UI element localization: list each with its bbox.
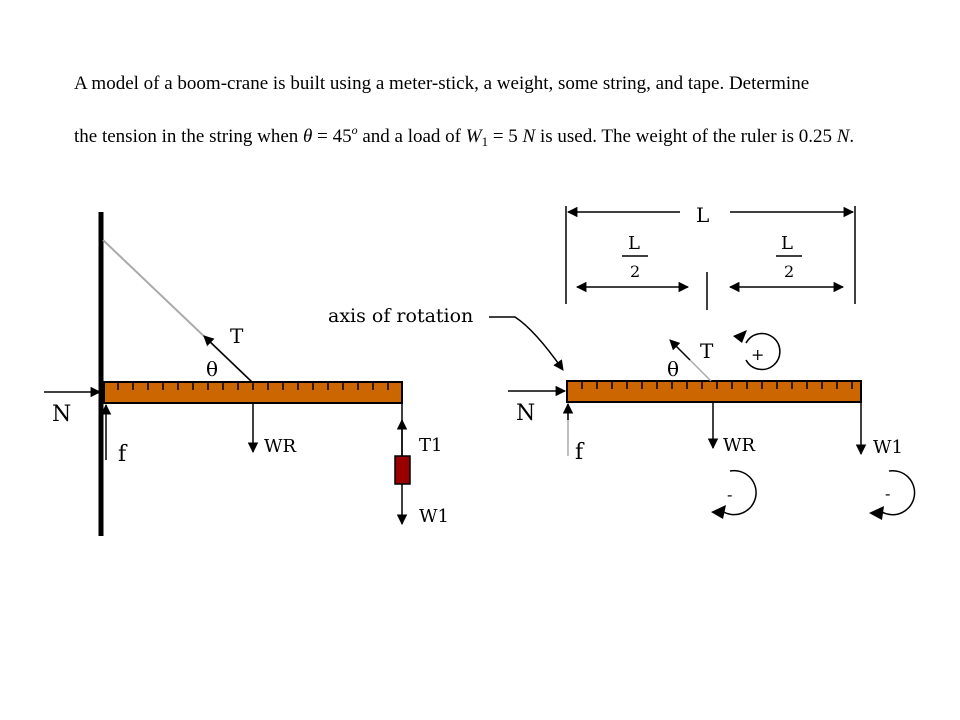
label-theta-right: θ (667, 357, 680, 381)
newton-symbol-2: N (836, 126, 850, 147)
label-T1: T1 (419, 435, 443, 456)
label-WR-right: WR (723, 435, 756, 456)
moment-W1-arrowhead (869, 506, 884, 520)
sign-WR: - (727, 485, 733, 504)
left-figure (44, 212, 449, 536)
half-right-denominator: 2 (784, 262, 795, 281)
label-WR-left: WR (264, 436, 297, 457)
equals-45: = 45 (312, 126, 352, 147)
moment-WR-arrowhead (711, 505, 726, 519)
label-f-left: f (118, 442, 127, 467)
half-left-denominator: 2 (630, 262, 641, 281)
label-f-right: f (575, 440, 584, 465)
right-figure (328, 203, 915, 520)
w-subscript: 1 (481, 134, 489, 149)
label-T-left: T (230, 324, 244, 348)
sign-W1: - (885, 484, 891, 503)
label-N-right: N (516, 401, 536, 426)
label-L: L (696, 203, 710, 227)
half-left-numerator: L (628, 233, 640, 254)
line2-post: is used. The weight of the ruler is 0.25 (535, 126, 837, 147)
hanging-weight (395, 456, 410, 484)
ruler (104, 382, 402, 403)
degree-superscript: o (351, 123, 358, 137)
theta-symbol: θ (303, 126, 313, 147)
moment-T-arrowhead (733, 330, 747, 343)
label-axis-of-rotation: axis of rotation (328, 305, 474, 327)
equals-5: = 5 (488, 126, 523, 147)
label-W1-left: W1 (419, 506, 449, 527)
line2-mid: and a load of (357, 126, 466, 147)
label-T-right: T (700, 339, 714, 363)
string-stub-right (690, 360, 711, 381)
label-theta-left: θ (206, 357, 219, 381)
problem-line-1: A model of a boom-crane is built using a meter-stick, a weight, some string, and tape. Determine (74, 73, 810, 94)
label-N-left: N (52, 402, 72, 427)
half-right-numerator: L (781, 233, 793, 254)
half-L-left (577, 233, 688, 287)
label-W1-right: W1 (873, 437, 903, 458)
period: . (849, 126, 855, 147)
axis-pointer (489, 317, 563, 370)
w-symbol: W (465, 126, 482, 147)
ruler-right (567, 381, 861, 402)
half-L-right (730, 233, 843, 287)
newton-symbol: N (522, 126, 536, 147)
line2-pre: the tension in the string when (74, 126, 304, 147)
sign-T: + (751, 345, 765, 364)
